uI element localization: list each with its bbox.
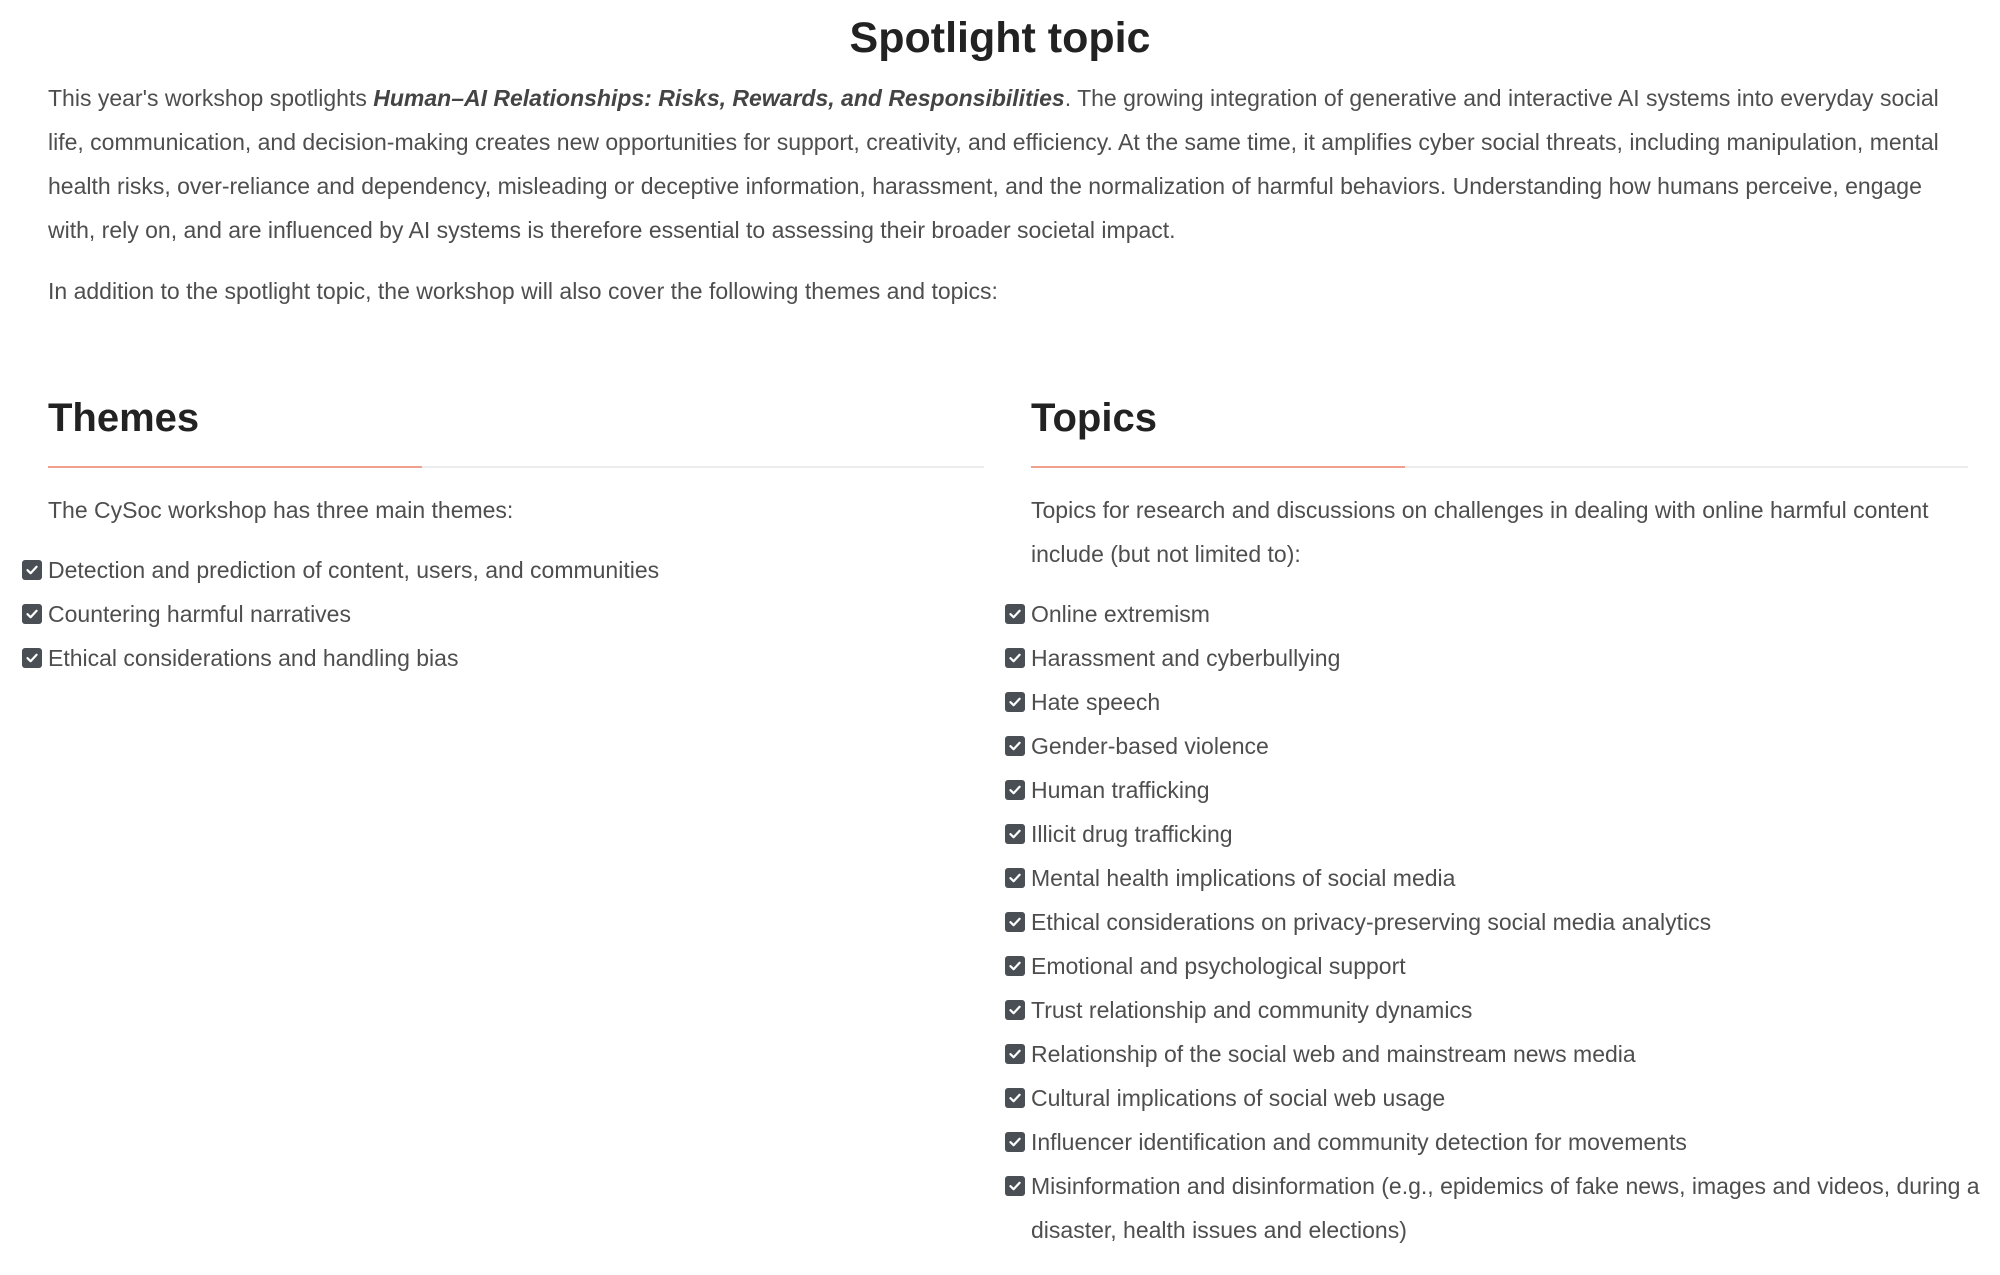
checkbox-checked-icon — [1005, 1044, 1025, 1064]
list-item-label: Misinformation and disinformation (e.g., epidemics of fake news, images and videos, during a disaster, health issues and elections) — [1031, 1173, 1980, 1243]
list-item-label: Harassment and cyberbullying — [1031, 645, 1341, 671]
list-item — [1005, 1076, 2000, 1120]
spotlight-highlight: Human–AI Relationships: Risks, Rewards, and Responsibilities — [373, 85, 1065, 111]
checkbox-checked-icon — [1005, 1176, 1025, 1196]
list-item-label: Human trafficking — [1031, 777, 1210, 803]
checkbox-checked-icon — [1005, 604, 1025, 624]
list-item-label: Gender-based violence — [1031, 733, 1269, 759]
list-item-label: Trust relationship and community dynamics — [1031, 997, 1473, 1023]
list-item-label: Hate speech — [1031, 689, 1161, 715]
topics-divider — [1031, 466, 1968, 468]
spotlight-intro-prefix: This year's workshop spotlights — [48, 85, 374, 111]
themes-list — [22, 548, 984, 680]
list-item — [22, 548, 984, 592]
topics-heading: Topics — [1031, 396, 1157, 440]
list-item — [1005, 900, 2000, 944]
spotlight-paragraph — [48, 76, 1958, 252]
checkbox-checked-icon — [1005, 1132, 1025, 1152]
themes-section — [48, 388, 984, 680]
checkbox-checked-icon — [1005, 868, 1025, 888]
list-item — [1005, 1164, 2000, 1252]
checkbox-checked-icon — [1005, 1088, 1025, 1108]
spotlight-followup: In addition to the spotlight topic, the workshop will also cover the following themes and topics: — [48, 278, 998, 304]
list-item — [22, 636, 984, 680]
list-item-label: Influencer identification and community detection for movements — [1031, 1129, 1687, 1155]
checkbox-checked-icon — [1005, 1000, 1025, 1020]
list-item-label: Illicit drug trafficking — [1031, 821, 1233, 847]
topics-section — [1031, 388, 1980, 1252]
checkbox-checked-icon — [22, 560, 42, 580]
checkbox-checked-icon — [1005, 736, 1025, 756]
spotlight-title: Spotlight topic — [849, 14, 1151, 62]
list-item-label: Cultural implications of social web usage — [1031, 1085, 1446, 1111]
themes-divider-accent — [48, 466, 422, 468]
list-item-label: Relationship of the social web and mainstream news media — [1031, 1041, 1636, 1067]
list-item — [1005, 1032, 2000, 1076]
list-item — [1005, 680, 2000, 724]
themes-divider — [48, 466, 984, 468]
list-item-label: Countering harmful narratives — [48, 601, 351, 627]
checkbox-checked-icon — [1005, 912, 1025, 932]
list-item — [1005, 592, 2000, 636]
checkbox-checked-icon — [1005, 824, 1025, 844]
list-item — [1005, 988, 2000, 1032]
checkbox-checked-icon — [1005, 692, 1025, 712]
checkbox-checked-icon — [1005, 648, 1025, 668]
list-item-label: Ethical considerations and handling bias — [48, 645, 459, 671]
list-item — [1005, 768, 2000, 812]
checkbox-checked-icon — [1005, 956, 1025, 976]
themes-heading: Themes — [48, 396, 200, 440]
list-item-label: Online extremism — [1031, 601, 1210, 627]
topics-divider-accent — [1031, 466, 1405, 468]
topics-lead: Topics for research and discussions on challenges in dealing with online harmful content include (but not limited to): — [1031, 497, 1929, 567]
list-item — [22, 592, 984, 636]
list-item — [1005, 812, 2000, 856]
list-item-label: Emotional and psychological support — [1031, 953, 1406, 979]
themes-lead: The CySoc workshop has three main themes: — [48, 497, 514, 523]
checkbox-checked-icon — [22, 648, 42, 668]
spotlight-intro-rest: . The growing integration of generative and interactive AI systems into everyday social life, communication, and decision-making creates new opportunities for support, creativity, and efficiency. At the same time, it amplifies cyber social threats, including manipulation, mental health risks, over-reliance and dependency, misleading or deceptive information, harassment, and the normalization of harmful behaviors. Understanding how humans perceive, engage with, rely on, and are influenced by AI systems is therefore essential to assessing their broader societal impact. — [48, 85, 1939, 243]
checkbox-checked-icon — [22, 604, 42, 624]
list-item — [1005, 856, 2000, 900]
list-item-label: Ethical considerations on privacy-preserving social media analytics — [1031, 909, 1712, 935]
list-item — [1005, 636, 2000, 680]
list-item — [1005, 944, 2000, 988]
list-item — [1005, 724, 2000, 768]
list-item-label: Mental health implications of social media — [1031, 865, 1456, 891]
list-item — [1005, 1120, 2000, 1164]
checkbox-checked-icon — [1005, 780, 1025, 800]
topics-list — [1005, 592, 2000, 1252]
list-item-label: Detection and prediction of content, users, and communities — [48, 557, 660, 583]
